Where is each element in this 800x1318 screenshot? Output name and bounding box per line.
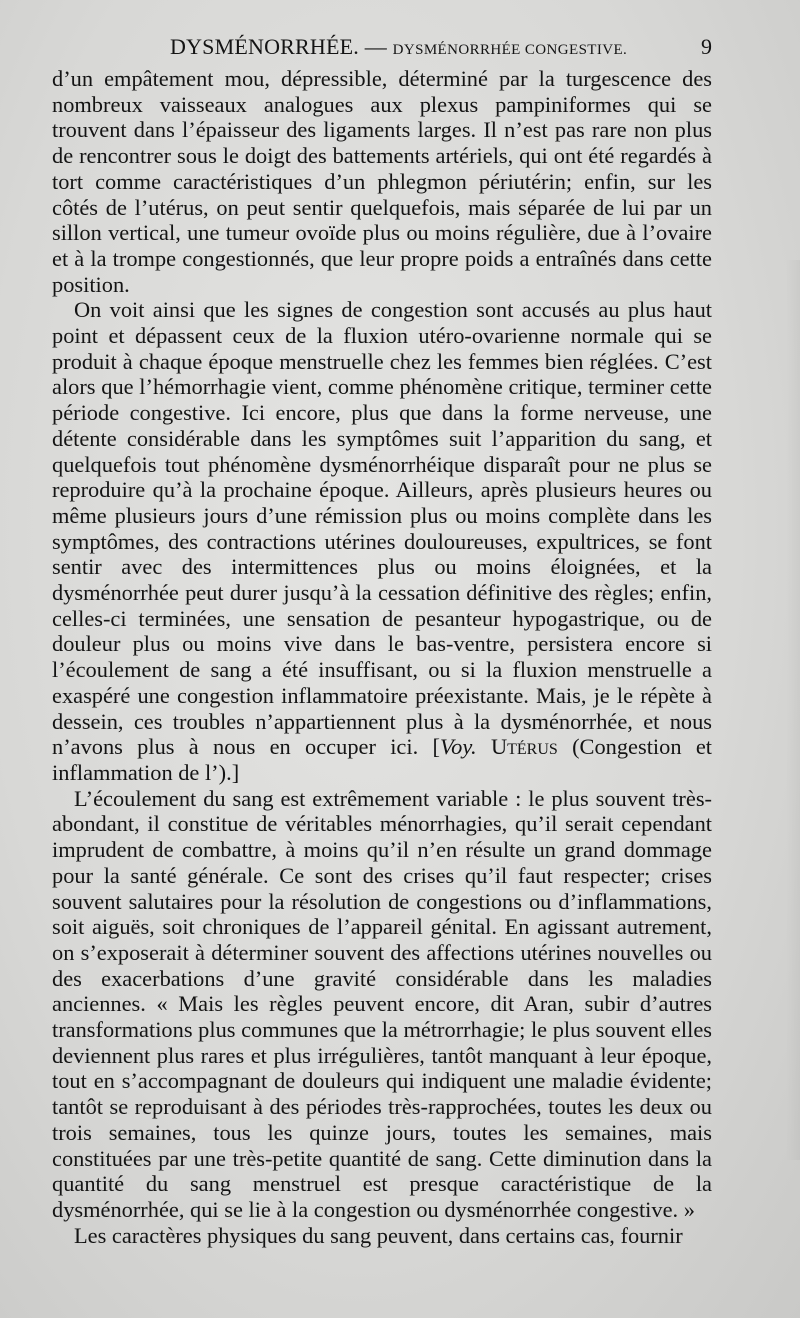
paragraph-2-tail: (Congestion et inflammation de l’).] bbox=[52, 734, 712, 785]
paragraph-1: d’un empâtement mou, dépressible, déterminé par la turgescence des nombreux vaisseaux analogues aux plexus pampiniformes qui se trouvent dans l’épaisseur des ligaments larges. Il n’est pas rare non plus de rencontrer sous le doigt des battements artériels, qui ont été regardés à tort comme caractéristiques d’un phlegmon périutérin; enfin, sur les côtés de l’utérus, on peut sentir quelquefois, mais séparée de lui par un sillon vertical, une tumeur ovoïde plus ou moins régulière, due à l’ovaire et à la trompe congestionnés, que leur propre poids a entraînés dans cette position. bbox=[52, 66, 712, 297]
paragraph-3: L’écoulement du sang est extrêmement variable : le plus souvent très-abondant, il constitue de véritables ménorrhagies, qu’il serait cependant imprudent de combattre, à moins qu’il n’en résulte un grand dommage pour la santé générale. Ce sont des crises qu’il faut respecter; crises souvent salutaires pour la résolution de congestions ou d’inflammations, soit aiguës, soit chroniques de l’appareil génital. En agissant autrement, on s’exposerait à déterminer souvent des affections utérines nouvelles ou des exacerbations d’une gravité considérable dans les maladies anciennes. « Mais les règles peuvent encore, dit Aran, subir d’autres transformations plus communes que la métrorrhagie; le plus souvent elles deviennent plus rares et plus irrégulières, tantôt manquant à leur époque, tout en s’accompagnant de douleurs qui indiquent une maladie évidente; tantôt se reproduisant à des périodes très-rapprochées, toutes les deux ou trois semaines, tous les quinze jours, toutes les semaines, mais constituées par une très-petite quantité de sang. Cette diminution dans la quantité du sang menstruel est presque caractéristique de la dysménorrhée, qui se lie à la congestion ou dysménorrhée congestive. » bbox=[52, 785, 712, 1222]
running-head-title: DYSMÉNORRHÉE. — bbox=[170, 34, 393, 59]
page-header bbox=[52, 34, 712, 62]
paragraph-2-text: On voit ainsi que les signes de congestion sont accusés au plus haut point et dépassent ceux de la fluxion utéro-ovarienne normale qui se produit à chaque époque menstruelle chez les femmes bien réglées. C’est alors que l’hémorrhagie vient, comme phénomène critique, terminer cette période congestive. Ici encore, plus que dans la forme nerveuse, une détente considérable dans les symptômes suit l’apparition du sang, et quelquefois tout phénomène dysménorrhéique disparaît pour ne plus se reproduire qu’à la prochaine époque. Ailleurs, après plusieurs heures ou même plusieurs jours d’une rémission plus ou moins complète dans les symptômes, des contractions utérines douloureuses, expultrices, se font sentir avec des intermittences plus ou moins éloignées, et la dysménorrhée peut durer jusqu’à la cessation définitive des règles; enfin, celles-ci terminées, une sensation de pesanteur hypogastrique, ou de douleur plus ou moins vive dans le bas-ventre, persistera encore si l’écoulement de sang a été insuffisant, ou si la fluxion menstruelle a exaspéré une congestion inflammatoire préexistante. Mais, je le répète à dessein, ces troubles n’appartiennent plus à la dysménorrhée, et nous n’avons plus à nous en occuper ici. [ bbox=[52, 297, 712, 760]
uterus-reference: Utérus bbox=[490, 734, 558, 760]
page-number: 9 bbox=[701, 34, 712, 59]
page-edge-shadow bbox=[786, 260, 800, 1160]
running-head-subtitle: DYSMÉNORRHÉE CONGESTIVE. bbox=[392, 42, 628, 58]
body-text bbox=[52, 66, 712, 1248]
running-head bbox=[170, 34, 627, 60]
paragraph-4: Les caractères physiques du sang peuvent, dans certains cas, fournir bbox=[74, 1222, 683, 1248]
paragraph-2 bbox=[52, 297, 712, 785]
voy-reference: Voy. bbox=[439, 734, 477, 760]
